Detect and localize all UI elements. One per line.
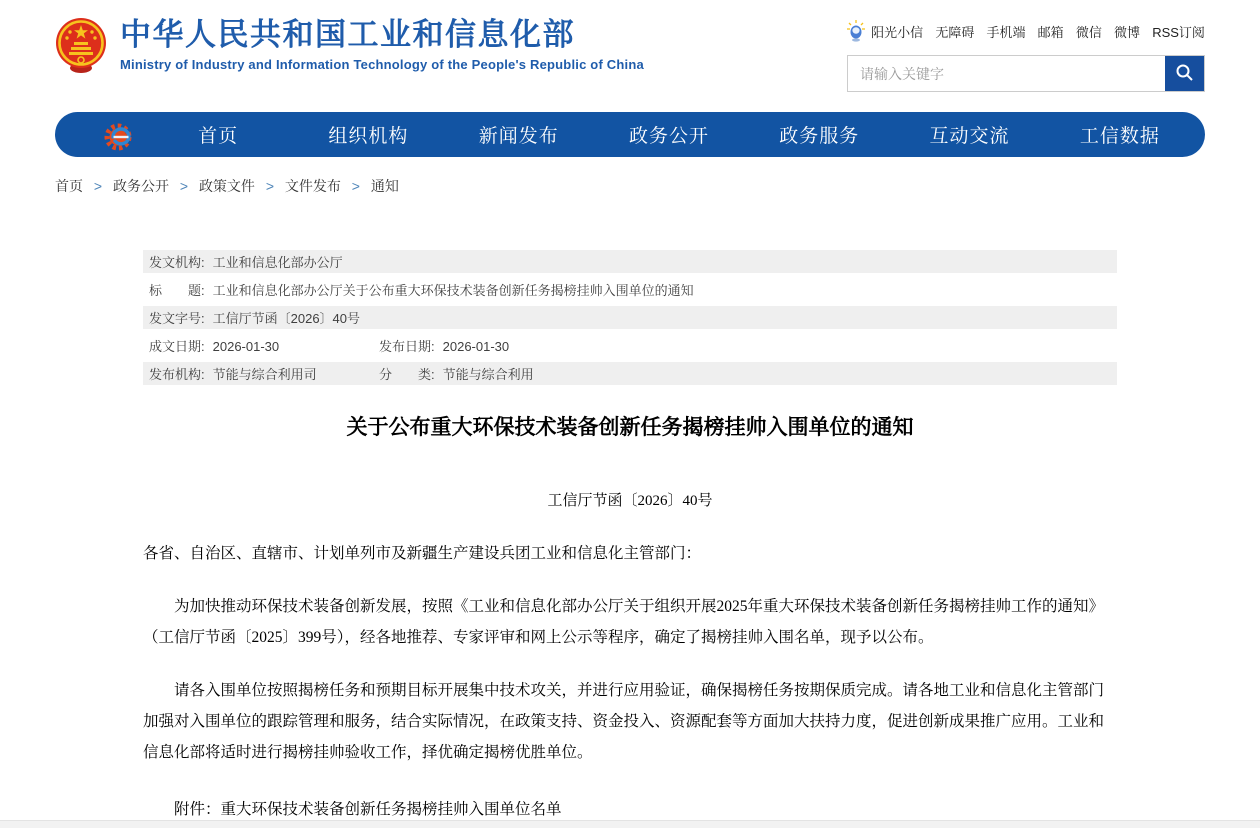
brand-text [120,18,644,71]
bottom-strip [0,820,1260,828]
meta-label: 发文字号: [149,311,205,326]
nav-item-news[interactable]: 新闻发布 [478,126,559,147]
breadcrumb-separator: > [93,178,103,194]
mascot-icon [847,20,865,42]
meta-label: 成文日期: [149,339,205,354]
quick-link-accessibility[interactable]: 无障碍 [935,24,975,40]
meta-value: 工信厅节函〔2026〕40号 [212,311,361,326]
salutation: 各省、自治区、直辖市、计划单列市及新疆生产建设兵团工业和信息化主管部门： [143,545,702,562]
quick-link-wechat[interactable]: 微信 [1075,24,1102,40]
search-bar [847,55,1205,92]
meta-value: 2026-01-30 [442,339,510,354]
brand[interactable] [55,16,644,74]
nav-item-home[interactable]: 首页 [198,126,239,147]
search-button[interactable] [1165,56,1204,91]
main-nav [55,112,1205,157]
meta-row-doc-number [143,306,1117,329]
meta-label: 标 题: [149,283,205,298]
paragraph-1: 为加快推动环保技术装备创新发展，按照《工业和信息化部办公厅关于组织开展2025年重大环保技术装备创新任务揭榜挂帅工作的通知》（工信厅节函〔2025〕399号），经各地推荐、专家评审和网上公示等程序，确定了揭榜挂帅入围名单，现予以公布。 [143,598,1105,646]
paragraph-2: 请各入围单位按照揭榜任务和预期目标开展集中技术攻关，并进行应用验证，确保揭榜任务按期保质完成。请各地工业和信息化主管部门加强对入围单位的跟踪管理和服务，结合实际情况，在政策支持、资金投入、资源配套等方面加大扶持力度，促进创新成果推广应用。工业和信息化部将适时进行揭榜挂帅验收工作，择优确定揭榜优胜单位。 [143,682,1105,761]
meta-label: 发文机构: [149,255,205,270]
breadcrumb-home[interactable]: 首页 [55,178,83,194]
breadcrumb-separator: > [351,178,360,194]
quick-link-mail[interactable]: 邮箱 [1037,24,1064,40]
meta-value: 工业和信息化部办公厅关于公布重大环保技术装备创新任务揭榜挂帅入围单位的通知 [212,283,694,298]
breadcrumb-notice: 通知 [370,178,399,194]
meta-value: 节能与综合利用 [442,367,534,382]
document-body [143,538,1117,825]
attachment-line: 附件：重大环保技术装备创新任务揭榜挂帅入围单位名单 [174,801,562,818]
nav-item-interaction[interactable]: 互动交流 [929,126,1010,147]
document-title: 关于公布重大环保技术装备创新任务揭榜挂帅入围单位的通知 [346,416,914,439]
meta-label: 发布机构: [149,367,205,382]
meta-label: 发布日期: [379,339,435,354]
miit-gear-logo-icon [103,117,143,153]
search-icon [1175,63,1194,85]
nav-item-gov-disclosure[interactable]: 政务公开 [628,126,709,147]
quick-links [847,20,1205,42]
document-number: 工信厅节函〔2026〕40号 [547,493,713,509]
breadcrumb [55,176,1205,196]
breadcrumb-document-release[interactable]: 文件发布 [284,178,341,194]
meta-row-publisher-category [143,362,1117,385]
document [143,250,1117,825]
meta-row-title [143,278,1117,301]
site-title: 中华人民共和国工业和信息化部 [120,17,575,53]
meta-value: 工业和信息化部办公厅 [212,255,343,270]
site-subtitle: Ministry of Industry and Information Technology of the People's Republic of China [120,56,644,72]
meta-row-issuing-office [143,250,1117,273]
quick-link-mobile[interactable]: 手机端 [986,24,1026,40]
nav-item-organization[interactable]: 组织机构 [328,126,409,147]
site-header [55,0,1205,104]
breadcrumb-policy-documents[interactable]: 政策文件 [198,178,255,194]
national-emblem-icon [55,16,107,74]
quick-link-weibo[interactable]: 微博 [1114,24,1141,40]
quick-link-rss[interactable]: RSS订阅 [1152,24,1205,40]
meta-label: 分 类: [379,367,435,382]
breadcrumb-separator: > [179,178,189,194]
quick-link-yangguang-xiaoxin[interactable]: 阳光小信 [871,24,924,40]
breadcrumb-gov-disclosure[interactable]: 政务公开 [112,178,169,194]
nav-item-gov-services[interactable]: 政务服务 [779,126,860,147]
meta-row-dates [143,334,1117,357]
nav-item-miit-data[interactable]: 工信数据 [1079,126,1160,147]
breadcrumb-separator: > [265,178,275,194]
meta-table [143,250,1117,385]
meta-value: 节能与综合利用司 [212,367,317,382]
meta-value: 2026-01-30 [212,339,280,354]
header-right [847,16,1205,92]
search-input[interactable] [848,56,1165,91]
